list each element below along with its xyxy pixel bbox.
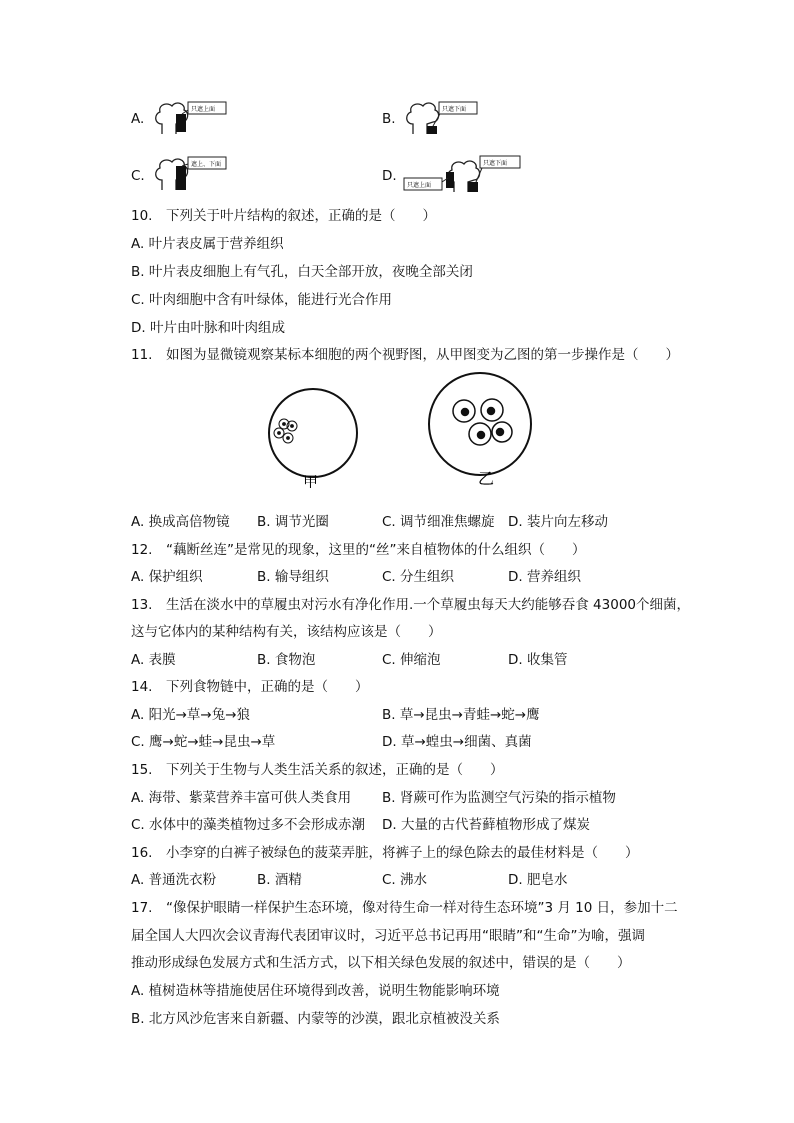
q17-option-b: B. 北方风沙危害来自新疆、内蒙等的沙漠，跟北京植被没关系 xyxy=(131,1011,500,1027)
q10-option-d: D. 叶片由叶脉和叶肉组成 xyxy=(131,320,285,336)
q14-option-a: A. 阳光→草→兔→狼 xyxy=(131,707,251,723)
q10-option-c: C. 叶肉细胞中含有叶绿体，能进行光合作用 xyxy=(131,292,393,308)
q17-stem-line2: 届全国人大四次会议青海代表团审议时，习近平总书记再用“眼睛”和“生命”为喻，强调 xyxy=(131,928,645,944)
q12-stem: 12. “藕断丝连”是常见的现象，这里的“丝”来自植物体的什么组织（ ） xyxy=(131,542,586,558)
microscope-view-yi xyxy=(420,372,540,490)
q9-option-a-label: 只遮上面 xyxy=(191,106,216,113)
label-jia: 甲 xyxy=(303,473,319,488)
q13-option-b: B. 食物泡 xyxy=(257,652,316,668)
q10-option-b: B. 叶片表皮细胞上有气孔，白天全部开放，夜晚全部关闭 xyxy=(131,264,473,280)
q11-stem: 11. 如图为显微镜观察某标本细胞的两个视野图，从甲图变为乙图的第一步操作是（ ） xyxy=(131,347,679,363)
q17-stem-line1: 17. “像保护眼睛一样保护生态环境，像对待生命一样对待生态环境”3 月 10 日，参加十二 xyxy=(131,900,678,916)
q13-option-a: A. 表膜 xyxy=(131,652,176,668)
q9-option-c-label: 遮上、下面 xyxy=(191,161,222,168)
q9-option-d-figure xyxy=(402,154,522,194)
q17-stem-line3: 推动形成绿色发展方式和生活方式，以下相关绿色发展的叙述中，错误的是（ ） xyxy=(131,955,631,971)
q13-option-c: C. 伸缩泡 xyxy=(382,652,441,668)
q9-option-b-label: 只遮下面 xyxy=(442,106,467,113)
q12-option-b: B. 输导组织 xyxy=(257,569,329,585)
q11-option-b: B. 调节光圈 xyxy=(257,514,329,530)
q9-option-d-letter: D. xyxy=(382,168,397,184)
q14-option-c: C. 鹰→蛇→蛙→昆虫→草 xyxy=(131,734,276,750)
q13-stem-line1: 13. 生活在淡水中的草履虫对污水有净化作用.一个草履虫每天大约能够吞食 43000个细菌， xyxy=(131,597,690,613)
q15-stem: 15. 下列关于生物与人类生活关系的叙述，正确的是（ ） xyxy=(131,762,504,778)
q13-stem-line2: 这与它体内的某种结构有关，该结构应该是（ ） xyxy=(131,624,442,640)
q11-option-d: D. 装片向左移动 xyxy=(508,514,608,530)
q16-option-c: C. 沸水 xyxy=(382,872,428,888)
q14-option-b: B. 草→昆虫→青蛙→蛇→鹰 xyxy=(382,707,540,723)
q14-stem: 14. 下列食物链中，正确的是（ ） xyxy=(131,679,369,695)
q15-option-c: C. 水体中的藻类植物过多不会形成赤潮 xyxy=(131,817,366,833)
q9-option-c-figure xyxy=(152,156,228,192)
q9-option-a-figure xyxy=(152,100,228,136)
q11-option-c: C. 调节细准焦螺旋 xyxy=(382,514,495,530)
q9-option-d-label-top: 只遮下面 xyxy=(483,160,508,167)
q11-option-a: A. 换成高倍物镜 xyxy=(131,514,230,530)
q9-option-a-letter: A. xyxy=(131,111,145,127)
q9-option-d-label-bottom: 只遮上面 xyxy=(407,182,432,189)
q16-option-d: D. 肥皂水 xyxy=(508,872,568,888)
label-yi: 乙 xyxy=(478,469,495,488)
q16-option-a: A. 普通洗衣粉 xyxy=(131,872,217,888)
q12-option-c: C. 分生组织 xyxy=(382,569,455,585)
q10-option-a: A. 叶片表皮属于营养组织 xyxy=(131,236,284,252)
q9-option-c-letter: C. xyxy=(131,168,145,184)
q12-option-d: D. 营养组织 xyxy=(508,569,581,585)
q16-stem: 16. 小李穿的白裤子被绿色的菠菜弄脏，将裤子上的绿色除去的最佳材料是（ ） xyxy=(131,845,639,861)
q15-option-a: A. 海带、紫菜营养丰富可供人类食用 xyxy=(131,790,352,806)
microscope-view-jia xyxy=(255,388,375,488)
q12-option-a: A. 保护组织 xyxy=(131,569,203,585)
q13-option-d: D. 收集管 xyxy=(508,652,568,668)
q10-stem: 10. 下列关于叶片结构的叙述，正确的是（ ） xyxy=(131,208,436,224)
q16-option-b: B. 酒精 xyxy=(257,872,302,888)
q9-option-b-letter: B. xyxy=(382,111,396,127)
q9-option-b-figure xyxy=(403,100,479,136)
q17-option-a: A. 植树造林等措施使居住环境得到改善，说明生物能影响环境 xyxy=(131,983,500,999)
q15-option-d: D. 大量的古代苔藓植物形成了煤炭 xyxy=(382,817,590,833)
q15-option-b: B. 肾蕨可作为监测空气污染的指示植物 xyxy=(382,790,616,806)
q14-option-d: D. 草→蝗虫→细菌、真菌 xyxy=(382,734,532,750)
